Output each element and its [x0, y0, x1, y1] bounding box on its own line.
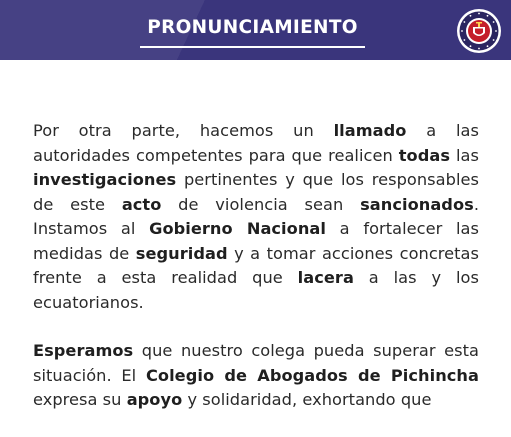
text-span: pertinentes y que los responsables de este: [33, 170, 479, 214]
emphasis-esperamos: Esperamos: [33, 341, 134, 360]
text-span: de violencia sean: [161, 194, 361, 214]
emphasis-acto: acto: [121, 194, 162, 214]
emphasis-gobierno-nacional: Gobierno Nacional: [149, 219, 326, 238]
text-span: que nuestro colega pueda superar esta situación. El: [33, 341, 479, 385]
text-span: y a tomar acciones concretas frente a esta realidad que: [33, 243, 479, 287]
emphasis-lacera: lacera: [297, 268, 354, 287]
text-span: expresa su: [33, 390, 127, 409]
paragraph-solidarity: [33, 339, 479, 413]
page-title: PRONUNCIAMIENTO: [147, 17, 358, 38]
emphasis-seguridad: seguridad: [135, 243, 228, 263]
paragraph-call-to-authorities: [33, 119, 479, 315]
emphasis-sancionados: sancionados: [360, 194, 474, 214]
text-span: a las autoridades competentes para que realicen: [33, 121, 479, 165]
emphasis-apoyo: apoyo: [126, 390, 183, 409]
statement-body: [33, 119, 479, 437]
text-span: a fortalecer las medidas de: [33, 219, 479, 263]
emphasis-todas: todas: [398, 145, 451, 165]
text-span: Por otra parte, hacemos un: [33, 121, 334, 140]
text-span: a las y los ecuatorianos.: [33, 268, 479, 312]
text-span: las: [450, 145, 479, 165]
text-span: . Instamos al: [33, 194, 480, 238]
title-underline: [140, 46, 365, 48]
text-span: y solidaridad, exhortando que: [182, 390, 432, 409]
emphasis-colegio-abogados: Colegio de Abogados de Pichincha: [145, 365, 479, 385]
header-band: [0, 0, 511, 60]
emphasis-investigaciones: investigaciones: [33, 170, 177, 189]
college-seal-logo: [456, 8, 502, 54]
emphasis-llamado: llamado: [333, 121, 407, 140]
